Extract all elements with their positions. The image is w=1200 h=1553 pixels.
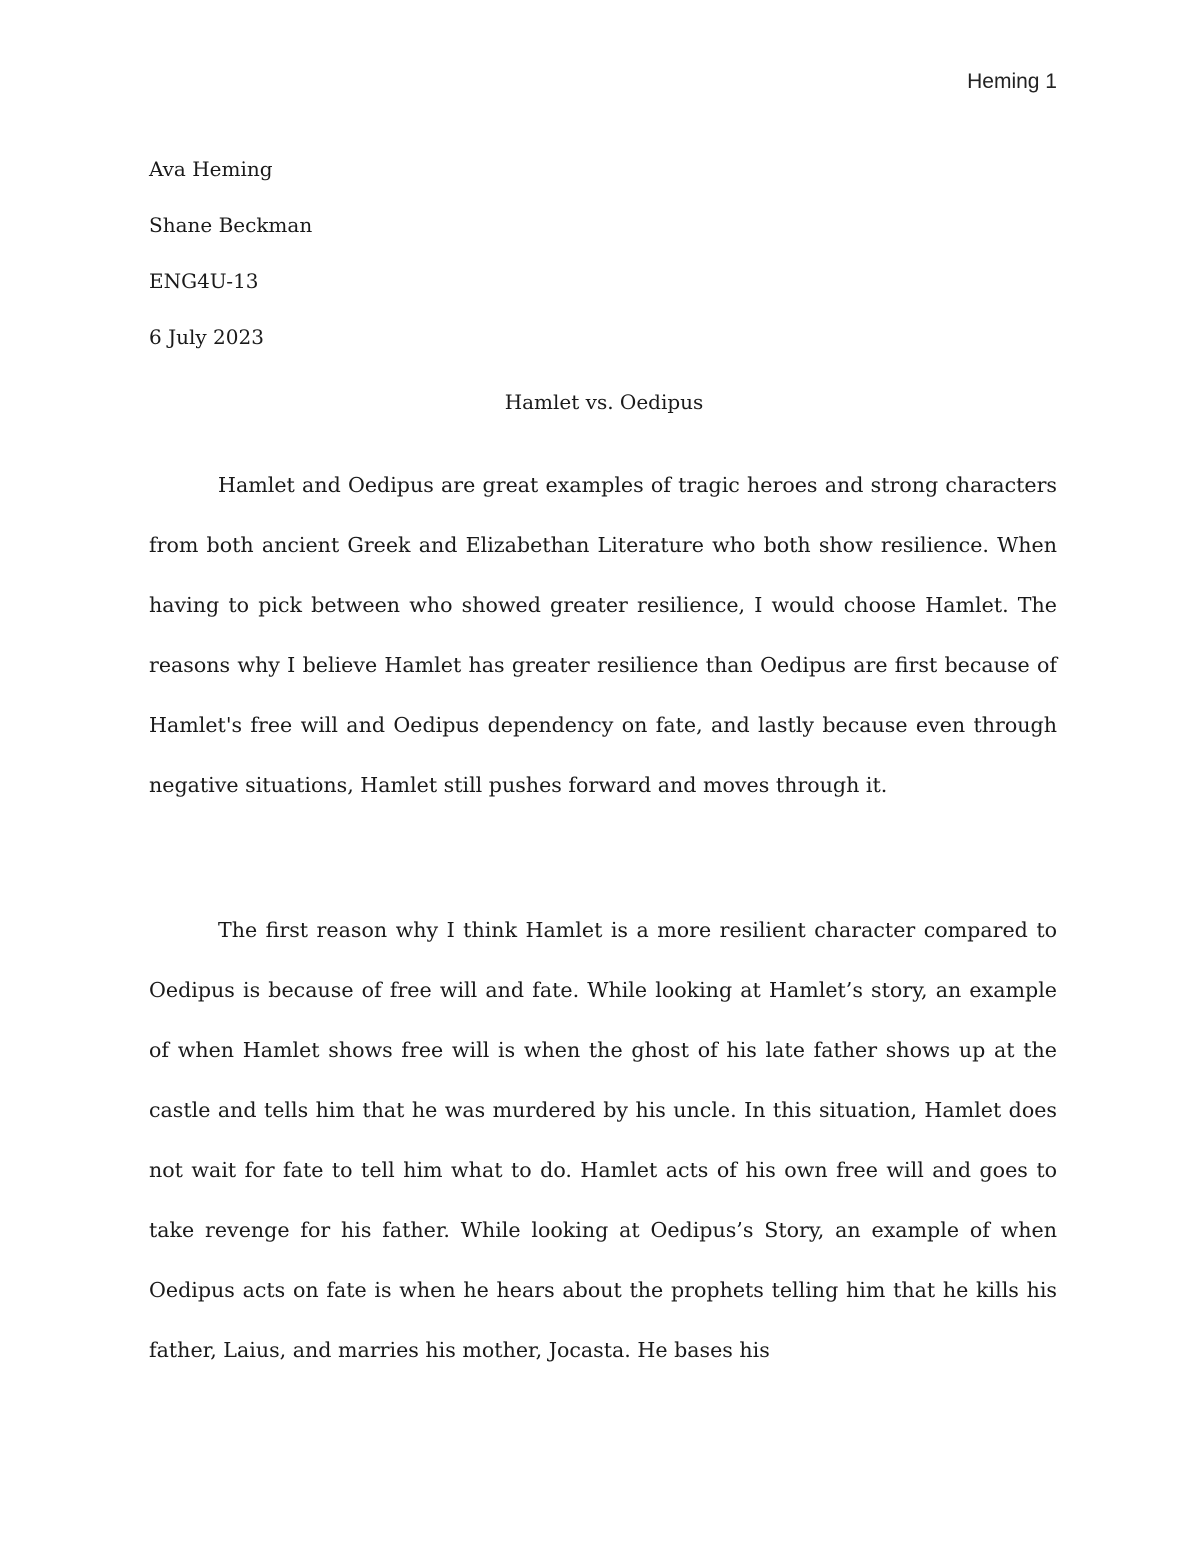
- body-paragraph-2: [149, 900, 1057, 1380]
- running-header: Heming 1: [967, 70, 1057, 93]
- mla-heading: [149, 141, 312, 365]
- paragraph-text: Hamlet and Oedipus are great examples of tragic heroes and strong characters from both ancient Greek and Elizabethan Literature who both show resilience. When having to pick between who showed greater resilience, I would choose Hamlet. The reasons why I believe Hamlet has greater resilience than Oedipus are first because of Hamlet's free will and Oedipus dependency on fate, and lastly because even through negative situations, Hamlet still pushes forward and moves through it.: [149, 473, 1057, 797]
- student-name: Ava Heming: [149, 157, 273, 181]
- date: 6 July 2023: [149, 325, 264, 349]
- body-paragraph-1: [149, 455, 1057, 815]
- course-code: ENG4U-13: [149, 269, 259, 293]
- paragraph-text: The first reason why I think Hamlet is a more resilient character compared to Oedipus is because of free will and fate. While looking at Hamlet’s story, an example of when Hamlet shows free will is when the ghost of his late father shows up at the castle and tells him that he was murdered by his uncle. In this situation, Hamlet does not wait for fate to tell him what to do. Hamlet acts of his own free will and goes to take revenge for his father. While looking at Oedipus’s Story, an example of when Oedipus acts on fate is when he hears about the prophets telling him that he kills his father, Laius, and marries his mother, Jocasta. He bases his: [149, 918, 1057, 1362]
- instructor-name: Shane Beckman: [149, 213, 313, 237]
- essay-title: Hamlet vs. Oedipus: [504, 390, 704, 414]
